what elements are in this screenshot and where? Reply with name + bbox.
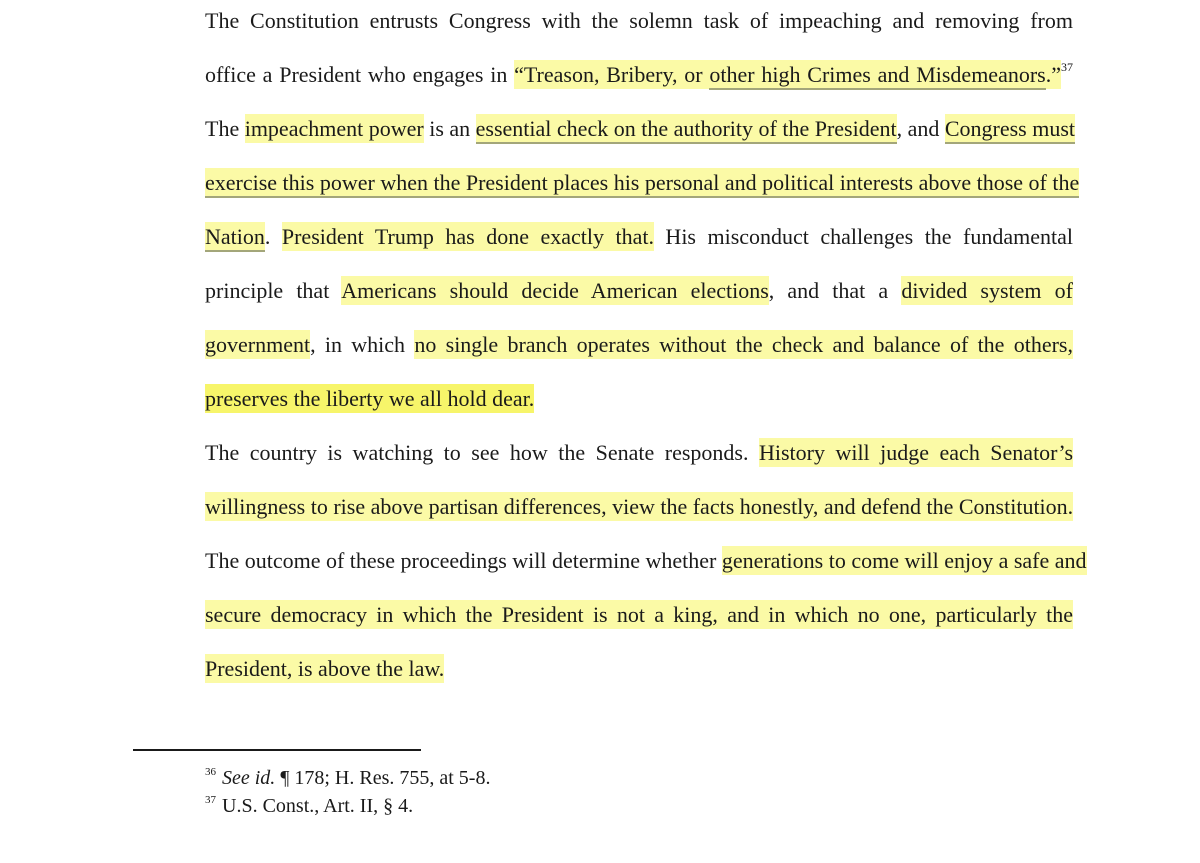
highlighted-text: President, is above the law. (205, 656, 445, 681)
text-run: His misconduct challenges the fundamental (653, 224, 1074, 249)
highlighted-text: generations to come will enjoy a safe and (721, 548, 1087, 573)
footnotes (205, 764, 490, 820)
footnote-number: 36 (205, 766, 216, 778)
text-run: , and that a (768, 278, 902, 303)
highlight (514, 60, 1061, 89)
text-run: office a President who engages in (205, 62, 515, 87)
highlighted-text: divided system of (901, 278, 1073, 303)
text-line (133, 534, 1087, 588)
text-line (133, 588, 1073, 642)
text-line (133, 156, 1080, 210)
text-line (133, 0, 1073, 48)
text-line (133, 480, 1073, 534)
highlighted-text: President Trump has done exactly that. (281, 224, 654, 249)
text-run: The (205, 116, 245, 141)
highlighted-underlined-text: exercise this power when the President places his personal and political interests above those of the (205, 168, 1079, 198)
highlighted-text: .” (1045, 62, 1061, 87)
footnote-36 (205, 764, 490, 792)
text-line (133, 372, 1073, 426)
highlighted-text: Americans should decide American elections (341, 278, 769, 303)
highlighted-underlined-text: essential check on the authority of the President (476, 114, 897, 144)
highlighted-text: History will judge each Senator’s (758, 440, 1074, 465)
footnote-divider (133, 749, 421, 751)
footnote-ref-37[interactable]: 37 (1061, 60, 1073, 74)
text-run: , in which (310, 332, 415, 357)
footnote-text: ¶ 178; H. Res. 755, at 5-8. (275, 767, 491, 789)
highlighted-text: impeachment power (244, 116, 424, 141)
text-line (133, 426, 1073, 480)
footnote-italic-citation: See id. (222, 767, 276, 789)
paragraph-constitution (133, 0, 1080, 426)
highlighted-text: government (205, 332, 311, 357)
text-run: . (264, 224, 282, 249)
text-line (133, 318, 1073, 372)
text-run: principle that (205, 278, 342, 303)
text-run: , and (896, 116, 945, 141)
highlighted-text: preserves the liberty we all hold dear. (205, 386, 535, 411)
highlighted-underlined-text: Congress must (945, 114, 1075, 144)
highlighted-text: willingness to rise above partisan differences, view the facts honestly, and defend the Constitution. (205, 494, 1074, 519)
highlighted-underlined-text: Nation (205, 222, 265, 252)
underlined-text: other high Crimes and Misdemeanors (709, 62, 1045, 90)
text-line (133, 210, 1073, 264)
text-run: is an (423, 116, 476, 141)
highlighted-text: secure democracy in which the President is not a king, and in which no one, particularly the (205, 602, 1073, 627)
text-run: The outcome of these proceedings will determine whether (205, 548, 722, 573)
highlighted-text: no single branch operates without the check and balance of the others, (414, 332, 1073, 357)
text-run: The country is watching to see how the Senate responds. (205, 440, 759, 465)
text-line (133, 48, 1073, 102)
text-run: The Constitution entrusts Congress with the solemn task of impeaching and removing from (205, 8, 1073, 33)
text-line (133, 264, 1073, 318)
text-line (133, 102, 1076, 156)
paragraph-country-watching (133, 426, 1087, 696)
footnote-text: U.S. Const., Art. II, § 4. (222, 795, 414, 817)
highlighted-text: “Treason, Bribery, or (514, 62, 710, 87)
text-line (133, 642, 1073, 696)
footnote-number: 37 (205, 794, 216, 806)
footnote-37 (205, 792, 490, 820)
